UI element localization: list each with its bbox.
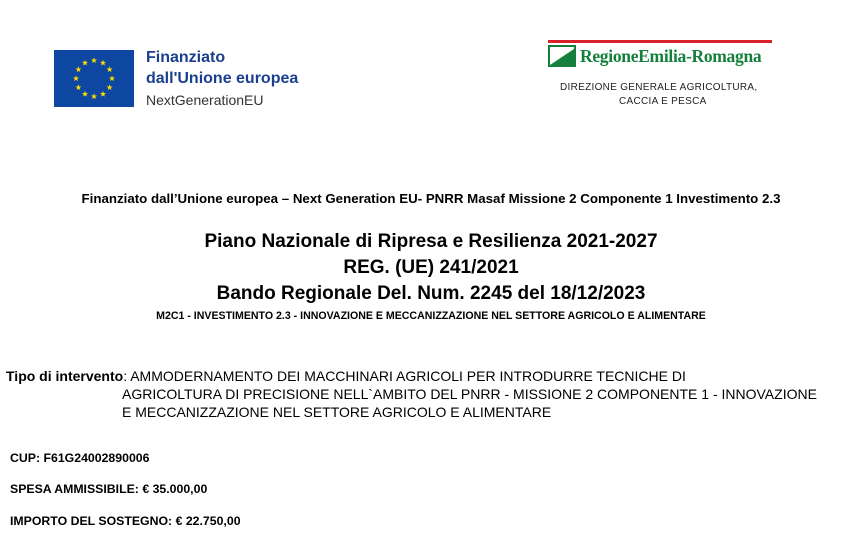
eu-logo-line3: NextGenerationEU (146, 92, 264, 108)
eu-star-icon (75, 84, 81, 90)
eu-star-icon (100, 91, 106, 97)
plan-m2c1-subtitle: M2C1 - INVESTIMENTO 2.3 - INNOVAZIONE E MECCANIZZAZIONE NEL SETTORE AGRICOLO E ALIMENTARE (156, 310, 706, 322)
plan-title: Piano Nazionale di Ripresa e Resilienza 2021-2027 (204, 231, 658, 252)
region-logo (548, 40, 778, 115)
intervention-text-line2: AGRICOLTURA DI PRECISIONE NELL`AMBITO DEL PNRR - MISSIONE 2 COMPONENTE 1 - INNOVAZIONE (122, 386, 817, 402)
region-name: RegioneEmilia-Romagna (580, 46, 762, 66)
eu-star-icon (107, 84, 113, 90)
eu-star-icon (73, 75, 79, 81)
eu-star-icon (75, 66, 81, 72)
region-emblem-icon (548, 45, 576, 67)
funding-statement: Finanziato dall’Unione europea – Next Generation EU- PNRR Masaf Missione 2 Componente 1 Investimento 2.3 (81, 191, 781, 206)
eu-star-icon (107, 66, 113, 72)
intervention-row-1 (6, 367, 858, 385)
eu-star-icon (82, 60, 88, 66)
intervention-text-line3: E MECCANIZZAZIONE NEL SETTORE AGRICOLO E ALIMENTARE (122, 404, 552, 420)
region-subtitle-line2: CACCIA E PESCA (619, 96, 707, 107)
intervention-block (6, 367, 858, 421)
eu-logo-line1: Finanziato (146, 49, 226, 66)
cup-code: CUP: F61G24002890006 (10, 451, 150, 465)
eu-star-icon (82, 91, 88, 97)
support-amount: IMPORTO DEL SOSTEGNO: € 22.750,00 (10, 514, 241, 528)
region-subtitle-line1: DIREZIONE GENERALE AGRICOLTURA, (560, 82, 758, 93)
eu-star-icon (100, 60, 106, 66)
eu-flag-icon (54, 50, 134, 107)
region-logo-bar (548, 40, 772, 43)
plan-regulation: REG. (UE) 241/2021 (343, 257, 519, 278)
eu-logo-text (146, 47, 298, 110)
eu-logo-line2: dall'Unione europea (146, 70, 299, 87)
eu-star-icon (91, 57, 97, 63)
eu-star-icon (109, 75, 115, 81)
intervention-label: Tipo di intervento (6, 368, 124, 384)
intervention-colon: : (123, 368, 128, 384)
plan-bando: Bando Regionale Del. Num. 2245 del 18/12/2023 (216, 283, 646, 304)
intervention-text-line1: AMMODERNAMENTO DEI MACCHINARI AGRICOLI PER INTRODURRE TECNICHE DI (130, 368, 686, 384)
eu-star-icon (91, 93, 97, 99)
eligible-expense: SPESA AMMISSIBILE: € 35.000,00 (10, 482, 208, 496)
